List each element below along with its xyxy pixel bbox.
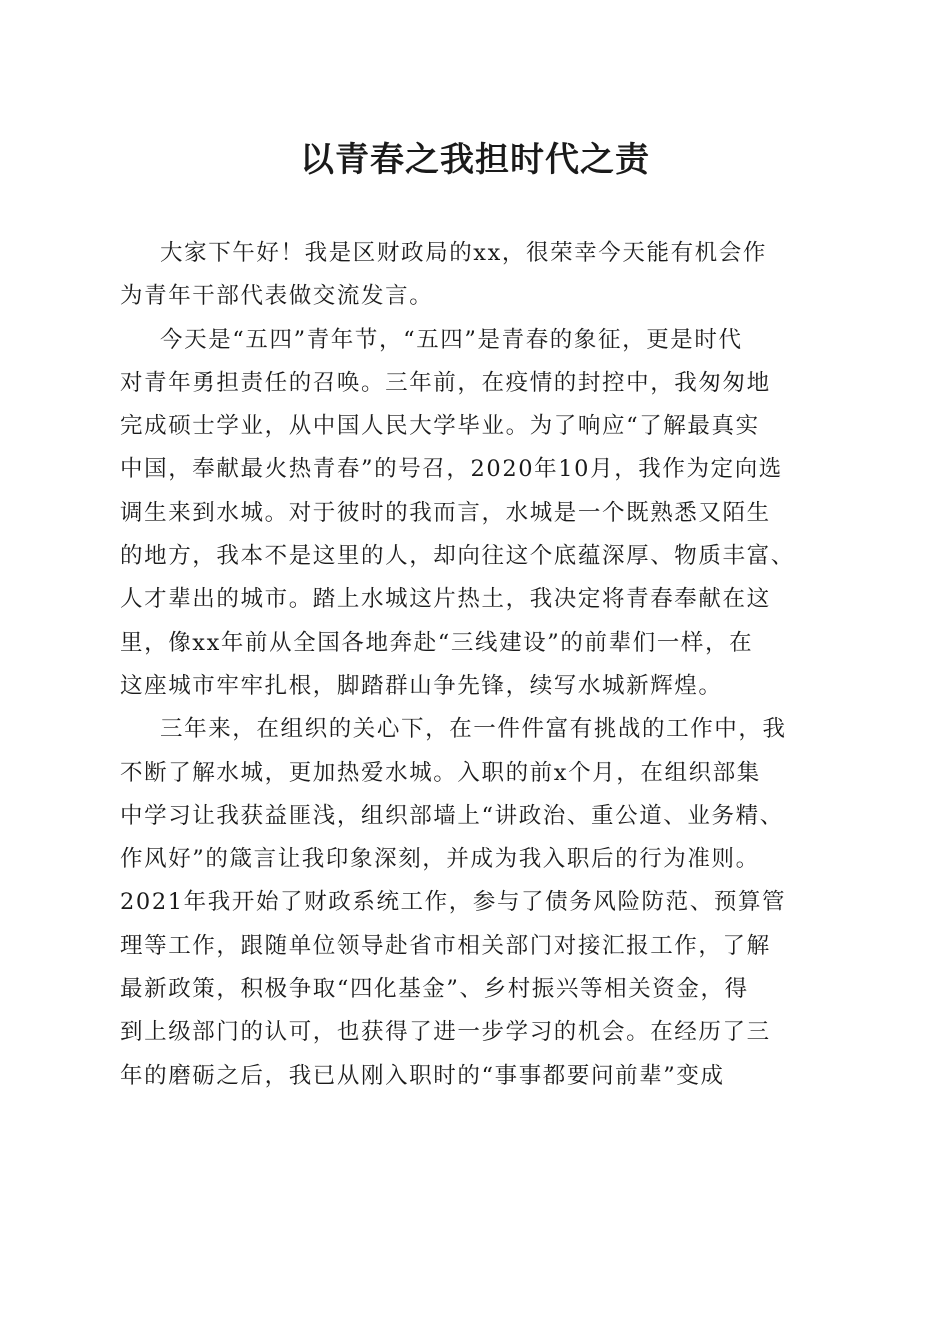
- text-line: 今天是“五四”青年节，“五四”是青春的象征，更是时代: [160, 326, 743, 353]
- text-line: 为青年干部代表做交流发言。: [120, 283, 434, 310]
- text-line: 2021年我开始了财政系统工作，参与了债务风险防范、预算管: [120, 889, 787, 916]
- text-line: 不断了解水城，更加热爱水城。入职的前x个月，在组织部集: [120, 759, 761, 786]
- paragraph-three-years: [120, 708, 832, 1098]
- text-line: 大家下午好！我是区财政局的xx，很荣幸今天能有机会作: [160, 240, 767, 266]
- document-body: [120, 232, 832, 1098]
- text-line: 里，像xx年前从全国各地奔赴“三线建设”的前辈们一样，在: [120, 629, 754, 656]
- text-line: 这座城市牢牢扎根，脚踏群山争先锋，续写水城新辉煌。: [120, 672, 723, 699]
- paragraph-may-fourth: [120, 319, 832, 709]
- paragraph-greeting: [120, 232, 832, 319]
- text-line: 中国，奉献最火热青春”的号召，2020年10月，我作为定向选: [120, 456, 783, 483]
- document-title: 以青春之我担时代之责: [300, 140, 650, 180]
- text-line: 的地方，我本不是这里的人，却向往这个底蕴深厚、物质丰富、: [120, 543, 795, 570]
- text-line: 调生来到水城。对于彼时的我而言，水城是一个既熟悉又陌生: [120, 499, 771, 526]
- text-line: 最新政策，积极争取“四化基金”、乡村振兴等相关资金，得: [120, 976, 749, 1003]
- text-line: 三年来，在组织的关心下，在一件件富有挑战的工作中，我: [160, 716, 787, 743]
- text-line: 完成硕士学业，从中国人民大学毕业。为了响应“了解最真实: [120, 413, 760, 440]
- text-line: 人才辈出的城市。踏上水城这片热土，我决定将青春奉献在这: [120, 586, 771, 613]
- text-line: 到上级部门的认可，也获得了进一步学习的机会。在经历了三: [120, 1019, 771, 1046]
- text-line: 对青年勇担责任的召唤。三年前，在疫情的封控中，我匆匆地: [120, 369, 771, 396]
- text-line: 年的磨砺之后，我已从刚入职时的“事事都要问前辈”变成: [120, 1062, 725, 1089]
- text-line: 理等工作，跟随单位领导赴省市相关部门对接汇报工作，了解: [120, 932, 771, 959]
- text-line: 作风好”的箴言让我印象深刻，并成为我入职后的行为准则。: [120, 846, 760, 873]
- text-line: 中学习让我获益匪浅，组织部墙上“讲政治、重公道、业务精、: [120, 802, 784, 829]
